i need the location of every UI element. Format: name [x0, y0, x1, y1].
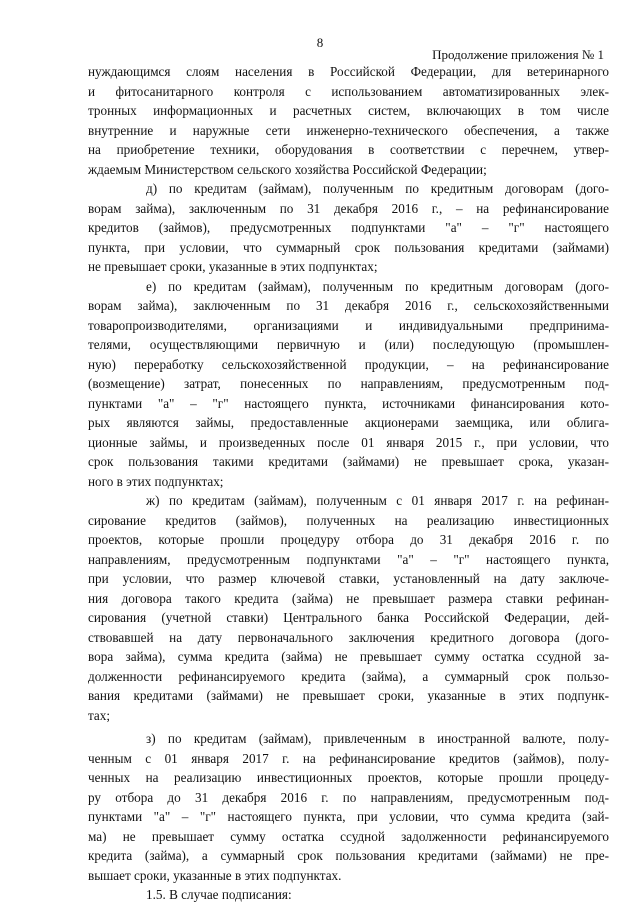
- text-line: нуждающимся слоям населения в Российской Федерации, для ветеринарного: [88, 64, 609, 79]
- text-line: не превышает сроки, указанные в этих подпунктах;: [88, 259, 378, 274]
- text-line: сирование кредитов (займов), полученных на реализацию инвестиционных: [88, 513, 609, 528]
- text-line: ного в этих подпунктах;: [88, 474, 224, 489]
- text-line: рых являются займы, предоставленные акционерами заемщика, или облига-: [88, 415, 609, 430]
- text-line: ния договора такого кредита (займа) не превышает размера ставки рефинан-: [88, 591, 609, 606]
- text-line: кредита (займа), а суммарный срок пользования кредитами (займами) не пре-: [88, 848, 609, 863]
- text-line: ционные займы, и произведенных после 01 января 2015 г., при условии, что: [88, 435, 609, 450]
- paragraph-zh-first-line: ж) по кредитам (займам), полученным с 01 января 2017 г. на рефинан-: [146, 493, 609, 508]
- text-line: вышает сроки, указанные в этих подпунктах.: [88, 868, 342, 883]
- paragraph-e-first-line: е) по кредитам (займам), полученным по кредитным договорам (дого-: [146, 279, 609, 294]
- text-line: ченным с 01 января 2017 г. на рефинансирование кредитов (займов), полу-: [88, 751, 609, 766]
- text-line: пункта, при условии, что суммарный срок пользования кредитами (займами): [88, 240, 609, 255]
- text-line: пунктами "а" – "г" настоящего пункта, при условии, что сумма кредита (зай-: [88, 809, 609, 824]
- text-line: кредитов (займов), предусмотренных подпунктами "а" – "г" настоящего: [88, 220, 609, 235]
- text-line: ма) не превышает сумму остатка ссудной задолженности рефинансируемого: [88, 829, 609, 844]
- text-line: товаропроизводителями, организациями и индивидуальными предпринима-: [88, 318, 609, 333]
- text-line: ворам займа), заключенным по 31 декабря 2016 г., – на рефинансирование: [88, 201, 609, 216]
- paragraph-z-first-line: з) по кредитам (займам), привлеченным в иностранной валюте, полу-: [146, 731, 609, 746]
- appendix-continuation-note: Продолжение приложения № 1: [432, 47, 604, 62]
- text-line: ствовавшей на дату первоначального заключения кредитного договора (дого-: [88, 630, 609, 645]
- text-line: вания кредитами (займами) не превышает сроки, указанные в этих подпунк-: [88, 688, 609, 703]
- text-line: тах;: [88, 708, 111, 723]
- text-line: срок пользования такими кредитами (займами) не превышает срока, указан-: [88, 454, 609, 469]
- text-line: ченных на реализацию инвестиционных проектов, которые прошли процеду-: [88, 770, 609, 785]
- text-line: направлениям, предусмотренным подпунктами "а" – "г" настоящего пункта,: [88, 552, 609, 567]
- text-line: телями, осуществляющими первичную и (или) последующую (промышлен-: [88, 337, 609, 352]
- text-line: ру отбора до 31 декабря 2016 г. по направлениям, предусмотренным под-: [88, 790, 609, 805]
- text-line: ную) переработку сельскохозяйственной продукции, – на рефинансирование: [88, 357, 609, 372]
- text-line: (возмещение) затрат, понесенных по направлениям, предусмотренным под-: [88, 376, 609, 391]
- text-line: ждаемым Министерством сельского хозяйства Российской Федерации;: [88, 162, 487, 177]
- text-line: ворам займа), заключенным по 31 декабря 2016 г., сельскохозяйственными: [88, 298, 609, 313]
- text-line: вора займа), сумма кредита (займа) не превышает сумму остатка ссудной за-: [88, 649, 609, 664]
- text-line: тронных информационных и расчетных систем, включающих в том числе: [88, 103, 609, 118]
- section-heading-1-5: 1.5. В случае подписания:: [146, 887, 292, 902]
- text-line: сирования (учетной ставки) Центрального банка Российской Федерации, дей-: [88, 610, 609, 625]
- text-line: внутренние и наружные сети инженерно-технического обеспечения, а также: [88, 123, 609, 138]
- text-line: проектов, которые прошли процедуру отбора до 31 декабря 2016 г. по: [88, 532, 609, 547]
- text-line: пунктами "а" – "г" настоящего пункта, источниками финансирования кото-: [88, 396, 609, 411]
- paragraph-d-first-line: д) по кредитам (займам), полученным по кредитным договорам (дого-: [146, 181, 609, 196]
- text-line: и фитосанитарного контроля с использованием автоматизированных элек-: [88, 84, 609, 99]
- text-line: долженности рефинансируемого кредита (займа), а суммарный срок пользо-: [88, 669, 609, 684]
- page-number: 8: [316, 35, 324, 50]
- text-line: на приобретение техники, оборудования в соответствии с перечнем, утвер-: [88, 142, 609, 157]
- text-line: при условии, что размер ключевой ставки, установленный на дату заключе-: [88, 571, 609, 586]
